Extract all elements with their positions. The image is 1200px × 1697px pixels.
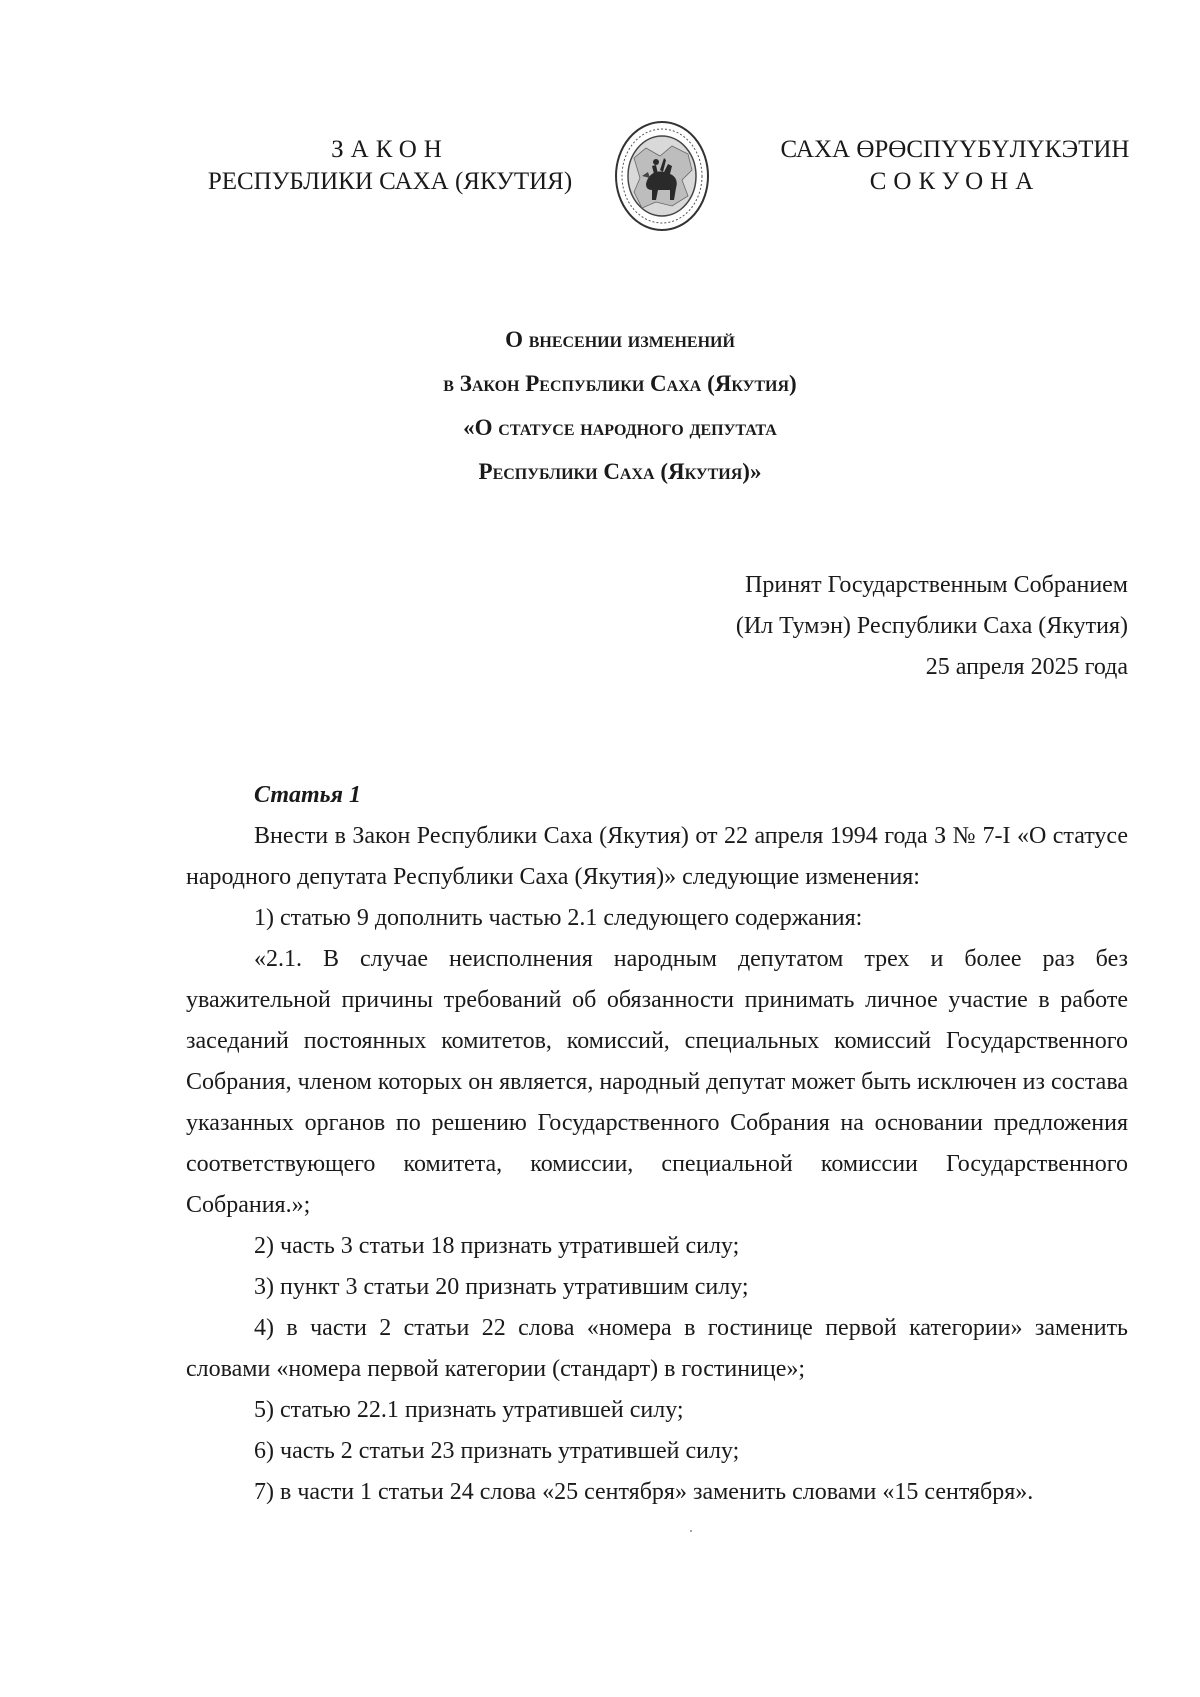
- law-title-line-2: в Закон Республики Саха (Якутия): [443, 371, 797, 396]
- amendment-item-2: 2) часть 3 статьи 18 признать утратившей силу;: [254, 1233, 740, 1259]
- amendment-item-7: 7) в части 1 статьи 24 слова «25 сентября» заменить словами «15 сентября».: [254, 1479, 1034, 1505]
- sakha-republic-coat-of-arms-icon: [612, 118, 712, 234]
- law-title-line-3: «О статусе народного депутата: [463, 415, 777, 440]
- law-title-line-1: О внесении изменений: [505, 327, 735, 352]
- header-right: [760, 134, 1150, 198]
- amendment-item-6: 6) часть 2 статьи 23 признать утратившей силу;: [254, 1438, 740, 1464]
- amendment-item-3: 3) пункт 3 статьи 20 признать утратившим силу;: [254, 1274, 749, 1300]
- law-title-line-4: Республики Саха (Якутия)»: [478, 459, 762, 484]
- article-body: [186, 775, 1128, 1513]
- adoption-note-line-2: (Ил Тумэн) Республики Саха (Якутия): [735, 613, 1128, 639]
- amendment-item-1-text: «2.1. В случае неисполнения народным депутатом трех и более раз без уважительной причины требований об обязанности принимать личное участие в работе заседаний постоянных комитетов, комиссий, специальных комиссий Государственного Собрания, членом которых он является, народный депутат может быть исключен из состава указанных органов по решению Государственного Собрания на основании предложения соответствующего комитета, комиссии, специальной комиссии Государственного Собрания.»;: [186, 946, 1128, 1218]
- header-left: [200, 134, 580, 198]
- amendment-item-4: 4) в части 2 статьи 22 слова «номера в гостинице первой категории» заменить словами «номера первой категории (стандарт) в гостинице»;: [186, 1315, 1128, 1382]
- header-left-subtitle: РЕСПУБЛИКИ САХА (ЯКУТИЯ): [207, 168, 573, 195]
- law-title: [300, 318, 940, 494]
- amendment-item-1: 1) статью 9 дополнить частью 2.1 следующего содержания:: [254, 905, 863, 931]
- scan-speck: [690, 1530, 692, 1532]
- article-intro: Внести в Закон Республики Саха (Якутия) от 22 апреля 1994 года З № 7-I «О статусе народного депутата Республики Саха (Якутия)» следующие изменения:: [186, 823, 1128, 890]
- adoption-date: 25 апреля 2025 года: [925, 654, 1128, 680]
- header-right-subtitle: СОКУОНА: [869, 168, 1041, 195]
- article-heading: Статья 1: [254, 782, 362, 808]
- adoption-note-line-1: Принят Государственным Собранием: [745, 572, 1128, 598]
- header-right-title: САХА ӨРӨСПҮҮБҮЛҮКЭТИН: [780, 136, 1130, 163]
- amendment-item-5: 5) статью 22.1 признать утратившей силу;: [254, 1397, 684, 1423]
- header-left-title: ЗАКОН: [331, 136, 449, 163]
- adoption-note: [640, 565, 1128, 688]
